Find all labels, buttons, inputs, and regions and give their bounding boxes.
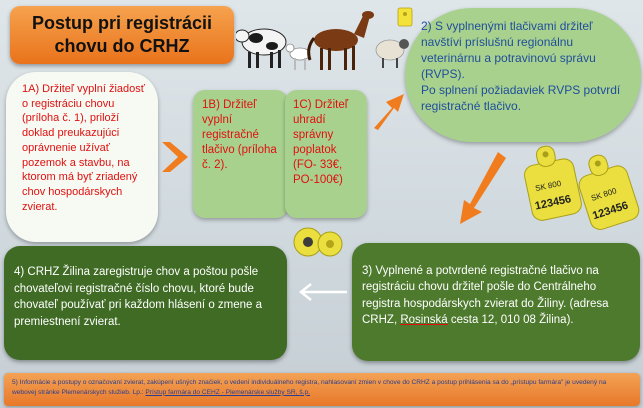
footer-note <box>4 373 640 406</box>
horse-icon <box>309 11 374 70</box>
arrow-right-icon <box>160 138 192 176</box>
step-1b-box <box>193 90 288 218</box>
title-line-2: chovu do CRHZ <box>54 36 190 56</box>
arrow-down-left-icon <box>458 150 508 226</box>
farm-animals-illustration <box>236 4 416 76</box>
step-2-box <box>405 8 641 142</box>
arrow-left-icon <box>293 280 349 304</box>
step-1c-text: 1C) Držiteľ uhradí správny poplatok (FO- 33€, PO-100€) <box>293 99 349 186</box>
sheep-icon <box>376 39 409 68</box>
tag-code-left: SK 800 <box>534 178 563 194</box>
footer-link[interactable]: Prístup farmára do CEHZ - Plemenárske služby SR, š.p. <box>145 388 310 396</box>
step-3-main-text: 3) Vyplnené a potvrdené registračné tlačivo na registráciu chovu držiteľ pošle do Centrálneho registra hospodárskych zvierat do Žiliny. <box>362 265 599 310</box>
title-line-1: Postup pri registrácii <box>31 13 213 33</box>
step-1a-box <box>6 72 158 242</box>
step-3-address-prefix: (adresa CRHZ, <box>362 297 609 327</box>
step-1b-text: 1B) Držiteľ vyplní registračné tlačivo (príloha č. 2). <box>202 99 277 171</box>
footer-link-prefix: Lp.: <box>132 388 146 396</box>
arrow-up-right-icon <box>370 90 408 132</box>
step-3-address-suffix: cesta 12, 010 08 Žilina). <box>447 314 574 327</box>
step-2-confirmation-text: Po splnení požiadaviek RVPS potvrdí registračné tlačivo. <box>421 83 621 113</box>
tag-number-left: 123456 <box>533 193 573 213</box>
goat-icon <box>286 44 310 70</box>
page-title <box>10 6 234 64</box>
step-4-box <box>4 246 287 360</box>
footer-text: 5) Informácie a postupy o označovaní zvierat, zakúpení ušných značiek, o vedení individuálneho registra, nahlasovaní zmien v chove do CRHZ a postup prihlásenia sa do „prístupu farmára" je uvedený na webovej stránke Plemenárskych služieb. <box>12 379 607 396</box>
tag-number-right: 123456 <box>591 199 630 223</box>
step-3-address-street: Rosinská <box>400 314 448 327</box>
step-4-text: 4) CRHZ Žilina zaregistruje chov a poštou pošle chovateľovi registračné číslo chovu, ktoré bude chovateľ používať pri každom hlásení o zmene a premiestnení zvierat. <box>14 266 263 328</box>
ear-tag-left <box>519 141 583 222</box>
step-3-text <box>362 263 632 329</box>
step-1a-text: 1A) Držiteľ vyplní žiadosť o registráciu chovu (príloha č. 1), priloží doklad preukazujúci oprávnenie užívať pozemok a stavbu, na ktorom má byť zriadený chov hospodárskych zvierat. <box>22 83 145 213</box>
ear-tags-illustration <box>516 140 640 232</box>
cow-icon <box>236 29 286 68</box>
tag-code-right: SK 800 <box>590 186 618 203</box>
ear-tag-right <box>572 148 640 232</box>
small-ear-tag-icon <box>398 8 412 26</box>
step-2-text: 2) S vyplnenými tlačivami držiteľ navštívi príslušnú regionálnu veterinárnu a potravinovú správu (RVPS). <box>421 19 596 81</box>
step-1c-box <box>285 90 367 218</box>
round-ear-tag-icon <box>288 222 348 262</box>
step-3-box <box>352 243 640 361</box>
